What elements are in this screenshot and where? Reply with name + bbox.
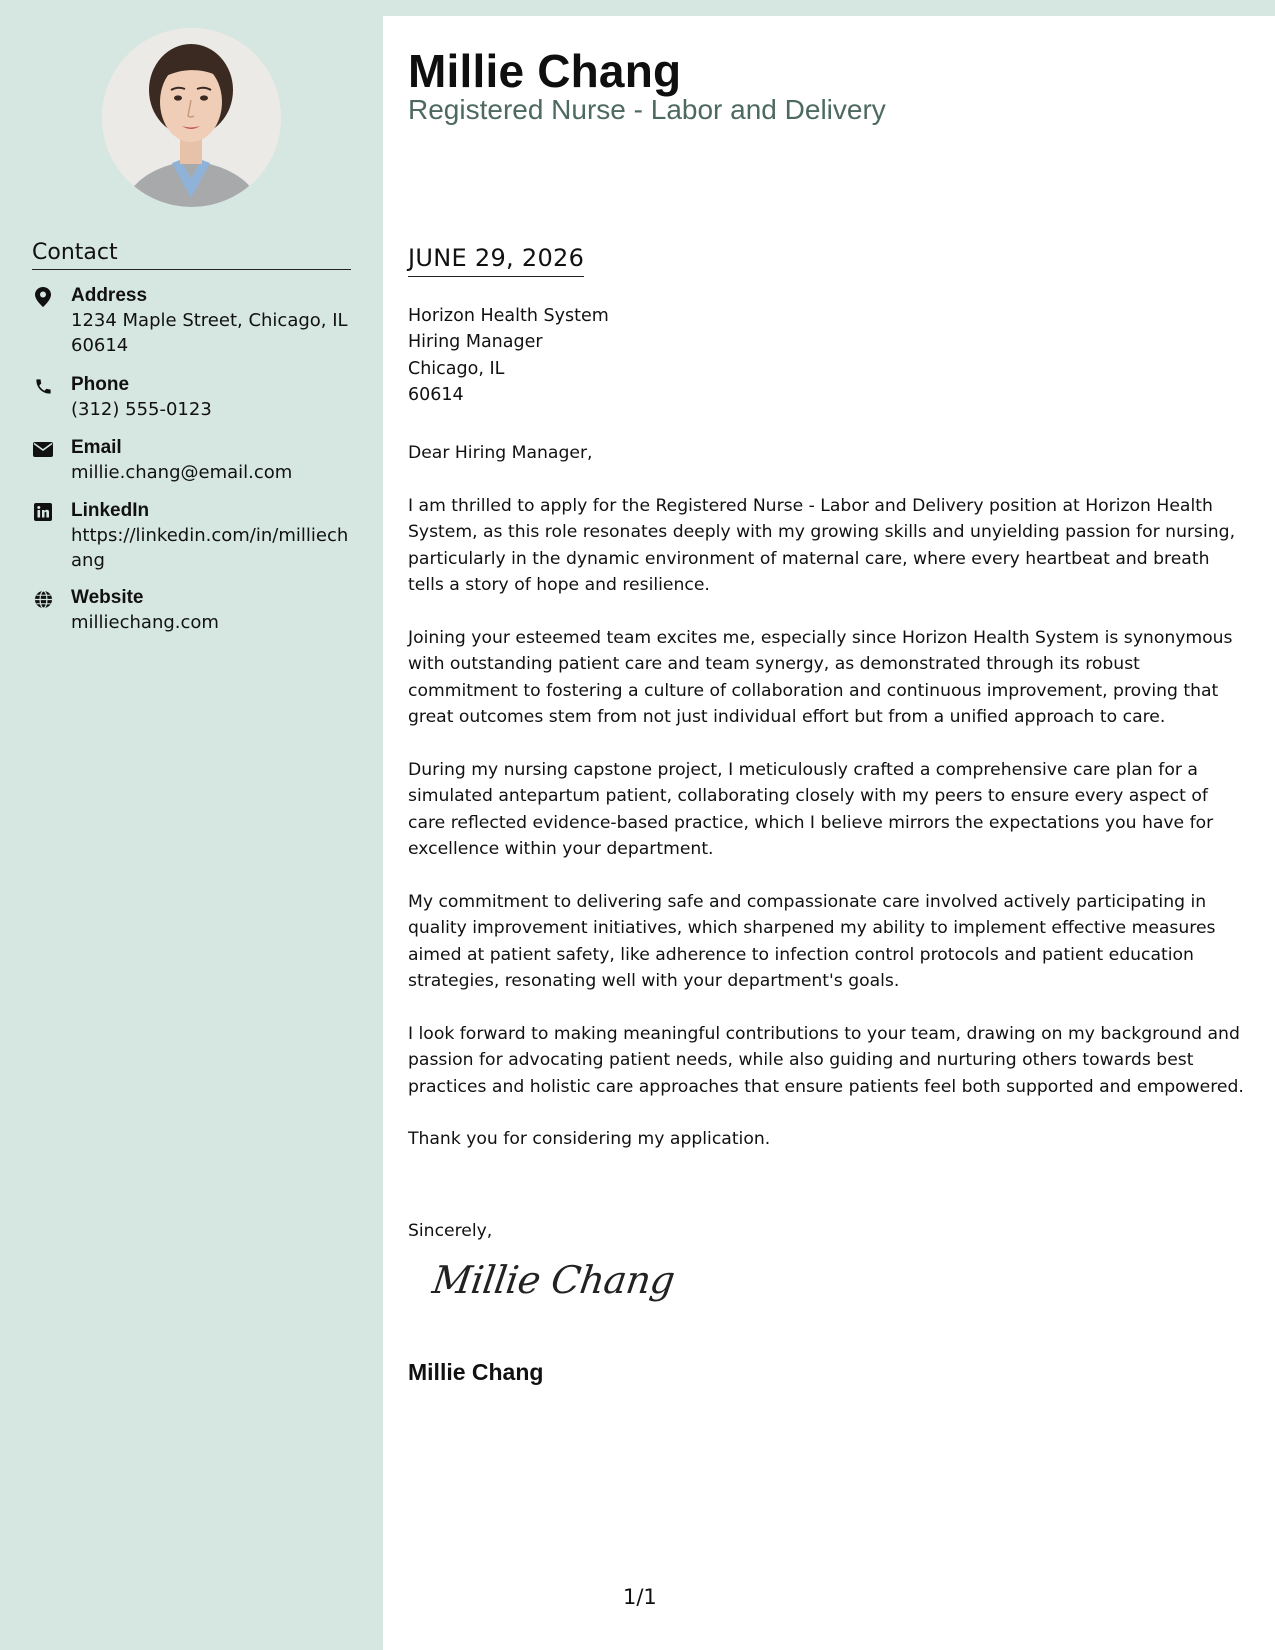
recipient-block	[408, 303, 609, 409]
envelope-icon	[32, 438, 54, 460]
letter-body	[408, 440, 1244, 1179]
salutation: Dear Hiring Manager,	[408, 443, 593, 463]
body-paragraph: Joining your esteemed team excites me, especially since Horizon Health System is synonymous with outstanding patient care and team synergy, as demonstrated through its robust commitment to fostering a culture of collaboration and continuous improvement, proving that great outcomes stem from not just individual effort but from a unified approach to care.	[408, 627, 1233, 728]
body-paragraph: I look forward to making meaningful contributions to your team, drawing on my background and passion for advocating patient needs, while also guiding and nurturing others towards best practices and holistic care approaches that ensure patients feel both supported and empowered.	[408, 1023, 1244, 1097]
contact-value[interactable]: millie.chang@email.com	[71, 462, 293, 483]
contact-value: (312) 555-0123	[71, 399, 212, 420]
job-title: Registered Nurse - Labor and Delivery	[408, 94, 886, 125]
contact-label: Website	[71, 587, 144, 608]
contact-item-phone	[32, 373, 352, 422]
body-paragraph: Thank you for considering my application.	[408, 1129, 771, 1150]
handwritten-signature: Millie Chang	[429, 1258, 678, 1302]
contact-item-address	[32, 284, 352, 358]
profile-photo	[102, 28, 281, 207]
phone-icon	[32, 375, 54, 397]
contact-heading: Contact	[32, 240, 351, 270]
recipient-line: Hiring Manager	[408, 332, 543, 353]
letter-main	[383, 16, 1275, 1650]
closing: Sincerely,	[408, 1221, 493, 1241]
contact-item-email	[32, 436, 352, 485]
contact-value: 1234 Maple Street, Chicago, IL 60614	[71, 310, 348, 356]
avatar-illustration	[102, 28, 281, 207]
contact-value[interactable]: milliechang.com	[71, 612, 219, 633]
contact-label: LinkedIn	[71, 500, 150, 521]
sidebar	[0, 0, 383, 1650]
contact-label: Address	[71, 285, 148, 306]
applicant-name: Millie Chang	[408, 45, 682, 97]
contact-value[interactable]: https://linkedin.com/in/milliechang	[71, 525, 349, 571]
recipient-line: Chicago, IL	[408, 358, 505, 379]
contact-label: Phone	[71, 374, 130, 395]
page-number: 1/1	[623, 1585, 657, 1609]
letter-date: JUNE 29, 2026	[408, 244, 584, 277]
body-paragraph: During my nursing capstone project, I meticulously crafted a comprehensive care plan for a simulated antepartum patient, collaborating closely with my peers to ensure every aspect of care reflected evidence-based practice, which I believe mirrors the expectations you have for excellence within your department.	[408, 759, 1214, 860]
recipient-line: 60614	[408, 385, 464, 406]
contact-item-website	[32, 586, 352, 635]
body-paragraph: I am thrilled to apply for the Registered Nurse - Labor and Delivery position at Horizon Health System, as this role resonates deeply with my growing skills and unyielding passion for nursing, particularly in the dynamic environment of maternal care, where every heartbeat and breath tells a story of hope and resilience.	[408, 495, 1236, 596]
linkedin-icon	[32, 501, 54, 523]
signer-name: Millie Chang	[408, 1359, 544, 1385]
globe-icon	[32, 588, 54, 610]
body-paragraph: My commitment to delivering safe and compassionate care involved actively participating in quality improvement initiatives, which sharpened my ability to implement effective measures aimed at patient safety, like adherence to infection control protocols and patient education strategies, resonating well with your department's goals.	[408, 891, 1216, 992]
location-pin-icon	[32, 286, 54, 308]
recipient-line: Horizon Health System	[408, 306, 609, 326]
contact-item-linkedin	[32, 499, 352, 573]
contact-label: Email	[71, 437, 122, 458]
